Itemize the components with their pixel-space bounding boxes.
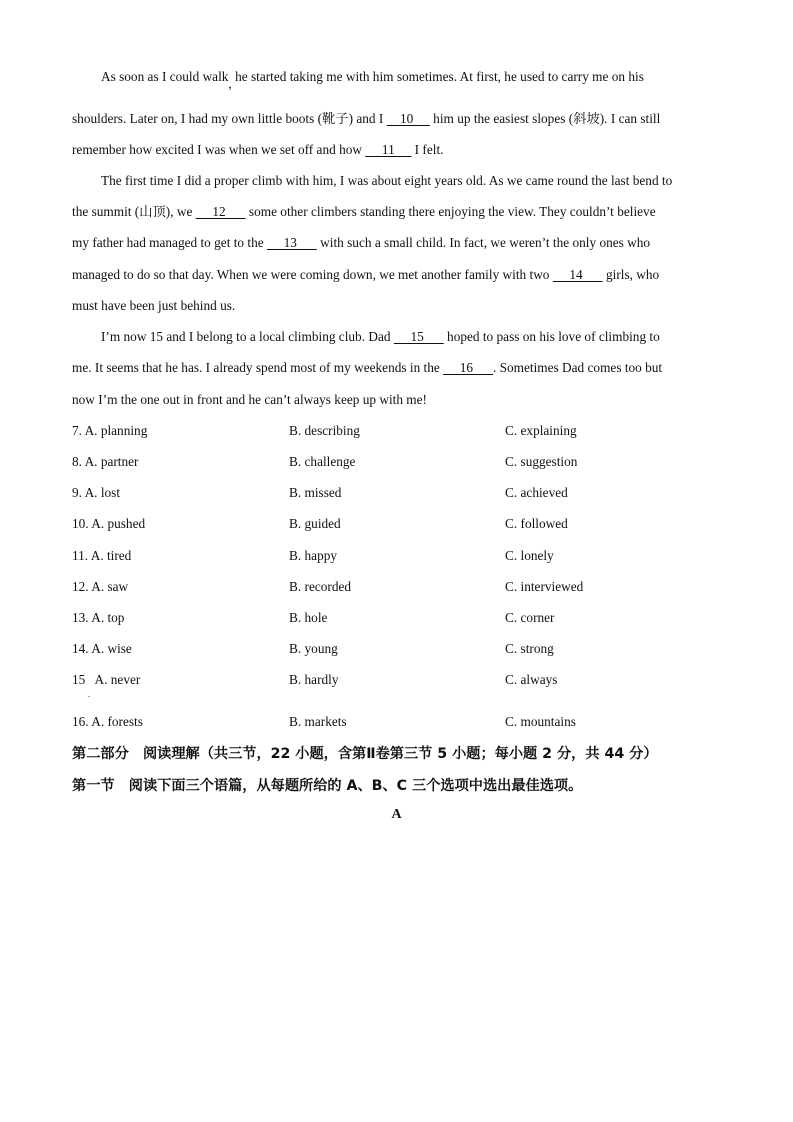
passage-text: shoulders. Later on, I had my own little boots (靴子) and I — [72, 111, 387, 126]
passage-text: with such a small child. In fact, we weren’t the only ones who — [316, 235, 651, 250]
passage-text: the summit (山顶), we — [72, 204, 196, 219]
passage-text: . Sometimes Dad comes too but — [492, 360, 663, 375]
option-c: C. mountains — [505, 714, 576, 729]
option-c: C. explaining — [505, 423, 577, 438]
passage-text: him up the easiest slopes (斜坡). I can still — [429, 111, 661, 126]
option-a: 9. A. lost — [72, 485, 121, 500]
passage-text: my father had managed to get to the — [72, 235, 267, 250]
passage-text: remember how excited I was when we set off and how — [72, 142, 366, 157]
passage-line — [101, 173, 751, 189]
passage-text: I felt. — [411, 142, 444, 157]
passage-text: now I’m the one out in front and he can’t always keep up with me! — [72, 392, 427, 407]
passage-line — [72, 111, 722, 127]
blank-13: 13 — [266, 235, 317, 250]
passage-line — [72, 392, 722, 408]
blank-10: 10 — [386, 111, 430, 126]
option-c: C. lonely — [505, 548, 554, 563]
option-15-dot: . — [88, 690, 90, 699]
passage-text: girls, who — [602, 267, 660, 282]
passage-line — [72, 360, 722, 376]
option-a: 14. A. wise — [72, 641, 132, 656]
blank-16: 16 — [443, 360, 493, 375]
option-b: B. challenge — [289, 454, 356, 469]
passage-line — [101, 69, 751, 91]
passage-line — [72, 204, 722, 220]
option-a: 7. A. planning — [72, 423, 148, 438]
passage-text: must have been just behind us. — [72, 298, 236, 313]
blank-11: 11 — [365, 142, 412, 157]
option-b: B. guided — [289, 516, 341, 531]
option-c: C. followed — [505, 516, 568, 531]
passage-label: A — [391, 807, 402, 822]
option-a: 10. A. pushed — [72, 516, 146, 531]
blank-14: 14 — [552, 267, 603, 282]
passage-comma: , — [228, 76, 232, 91]
option-a: 12. A. saw — [72, 579, 129, 594]
option-b: B. recorded — [289, 579, 352, 594]
passage-line — [101, 329, 751, 345]
section-one-heading: 第一节 阅读下面三个语篇，从每题所给的 A、B、C 三个选项中选出最佳选项。 — [72, 778, 583, 794]
option-c: C. achieved — [505, 485, 568, 500]
option-b: B. happy — [289, 548, 338, 563]
part-two-heading: 第二部分 阅读理解（共三节，22 小题，含第Ⅱ卷第三节 5 小题；每小题 2 分，共 44 分） — [72, 746, 658, 762]
passage-text: me. It seems that he has. I already spend most of my weekends in the — [72, 360, 444, 375]
option-b: B. missed — [289, 485, 342, 500]
option-c: C. always — [505, 672, 558, 687]
option-a: 8. A. partner — [72, 454, 139, 469]
passage-line — [72, 298, 722, 314]
option-a: 16. A. forests — [72, 714, 143, 729]
option-c: C. interviewed — [505, 579, 584, 594]
passage-text: some other climbers standing there enjoying the view. They couldn’t believe — [245, 204, 656, 219]
option-b: B. markets — [289, 714, 347, 729]
passage-line — [72, 235, 722, 251]
passage-line — [72, 267, 722, 283]
blank-12: 12 — [195, 204, 246, 219]
passage-text: As soon as I could walk — [101, 69, 229, 84]
option-c: C. corner — [505, 610, 555, 625]
option-c: C. strong — [505, 641, 554, 656]
option-c: C. suggestion — [505, 454, 578, 469]
passage-text: he started taking me with him sometimes. At first, he used to carry me on his — [231, 69, 644, 84]
option-a: 15 A. never — [72, 672, 141, 687]
option-a: 11. A. tired — [72, 548, 132, 563]
option-b: B. hole — [289, 610, 328, 625]
option-b: B. young — [289, 641, 338, 656]
passage-text: managed to do so that day. When we were coming down, we met another family with two — [72, 267, 553, 282]
option-b: B. describing — [289, 423, 360, 438]
passage-text: I’m now 15 and I belong to a local climbing club. Dad — [101, 329, 394, 344]
blank-15: 15 — [393, 329, 444, 344]
option-b: B. hardly — [289, 672, 339, 687]
passage-text: hoped to pass on his love of climbing to — [443, 329, 660, 344]
passage-line — [72, 142, 722, 158]
option-a: 13. A. top — [72, 610, 125, 625]
passage-text: The first time I did a proper climb with him, I was about eight years old. As we came round the last bend to — [101, 173, 673, 188]
